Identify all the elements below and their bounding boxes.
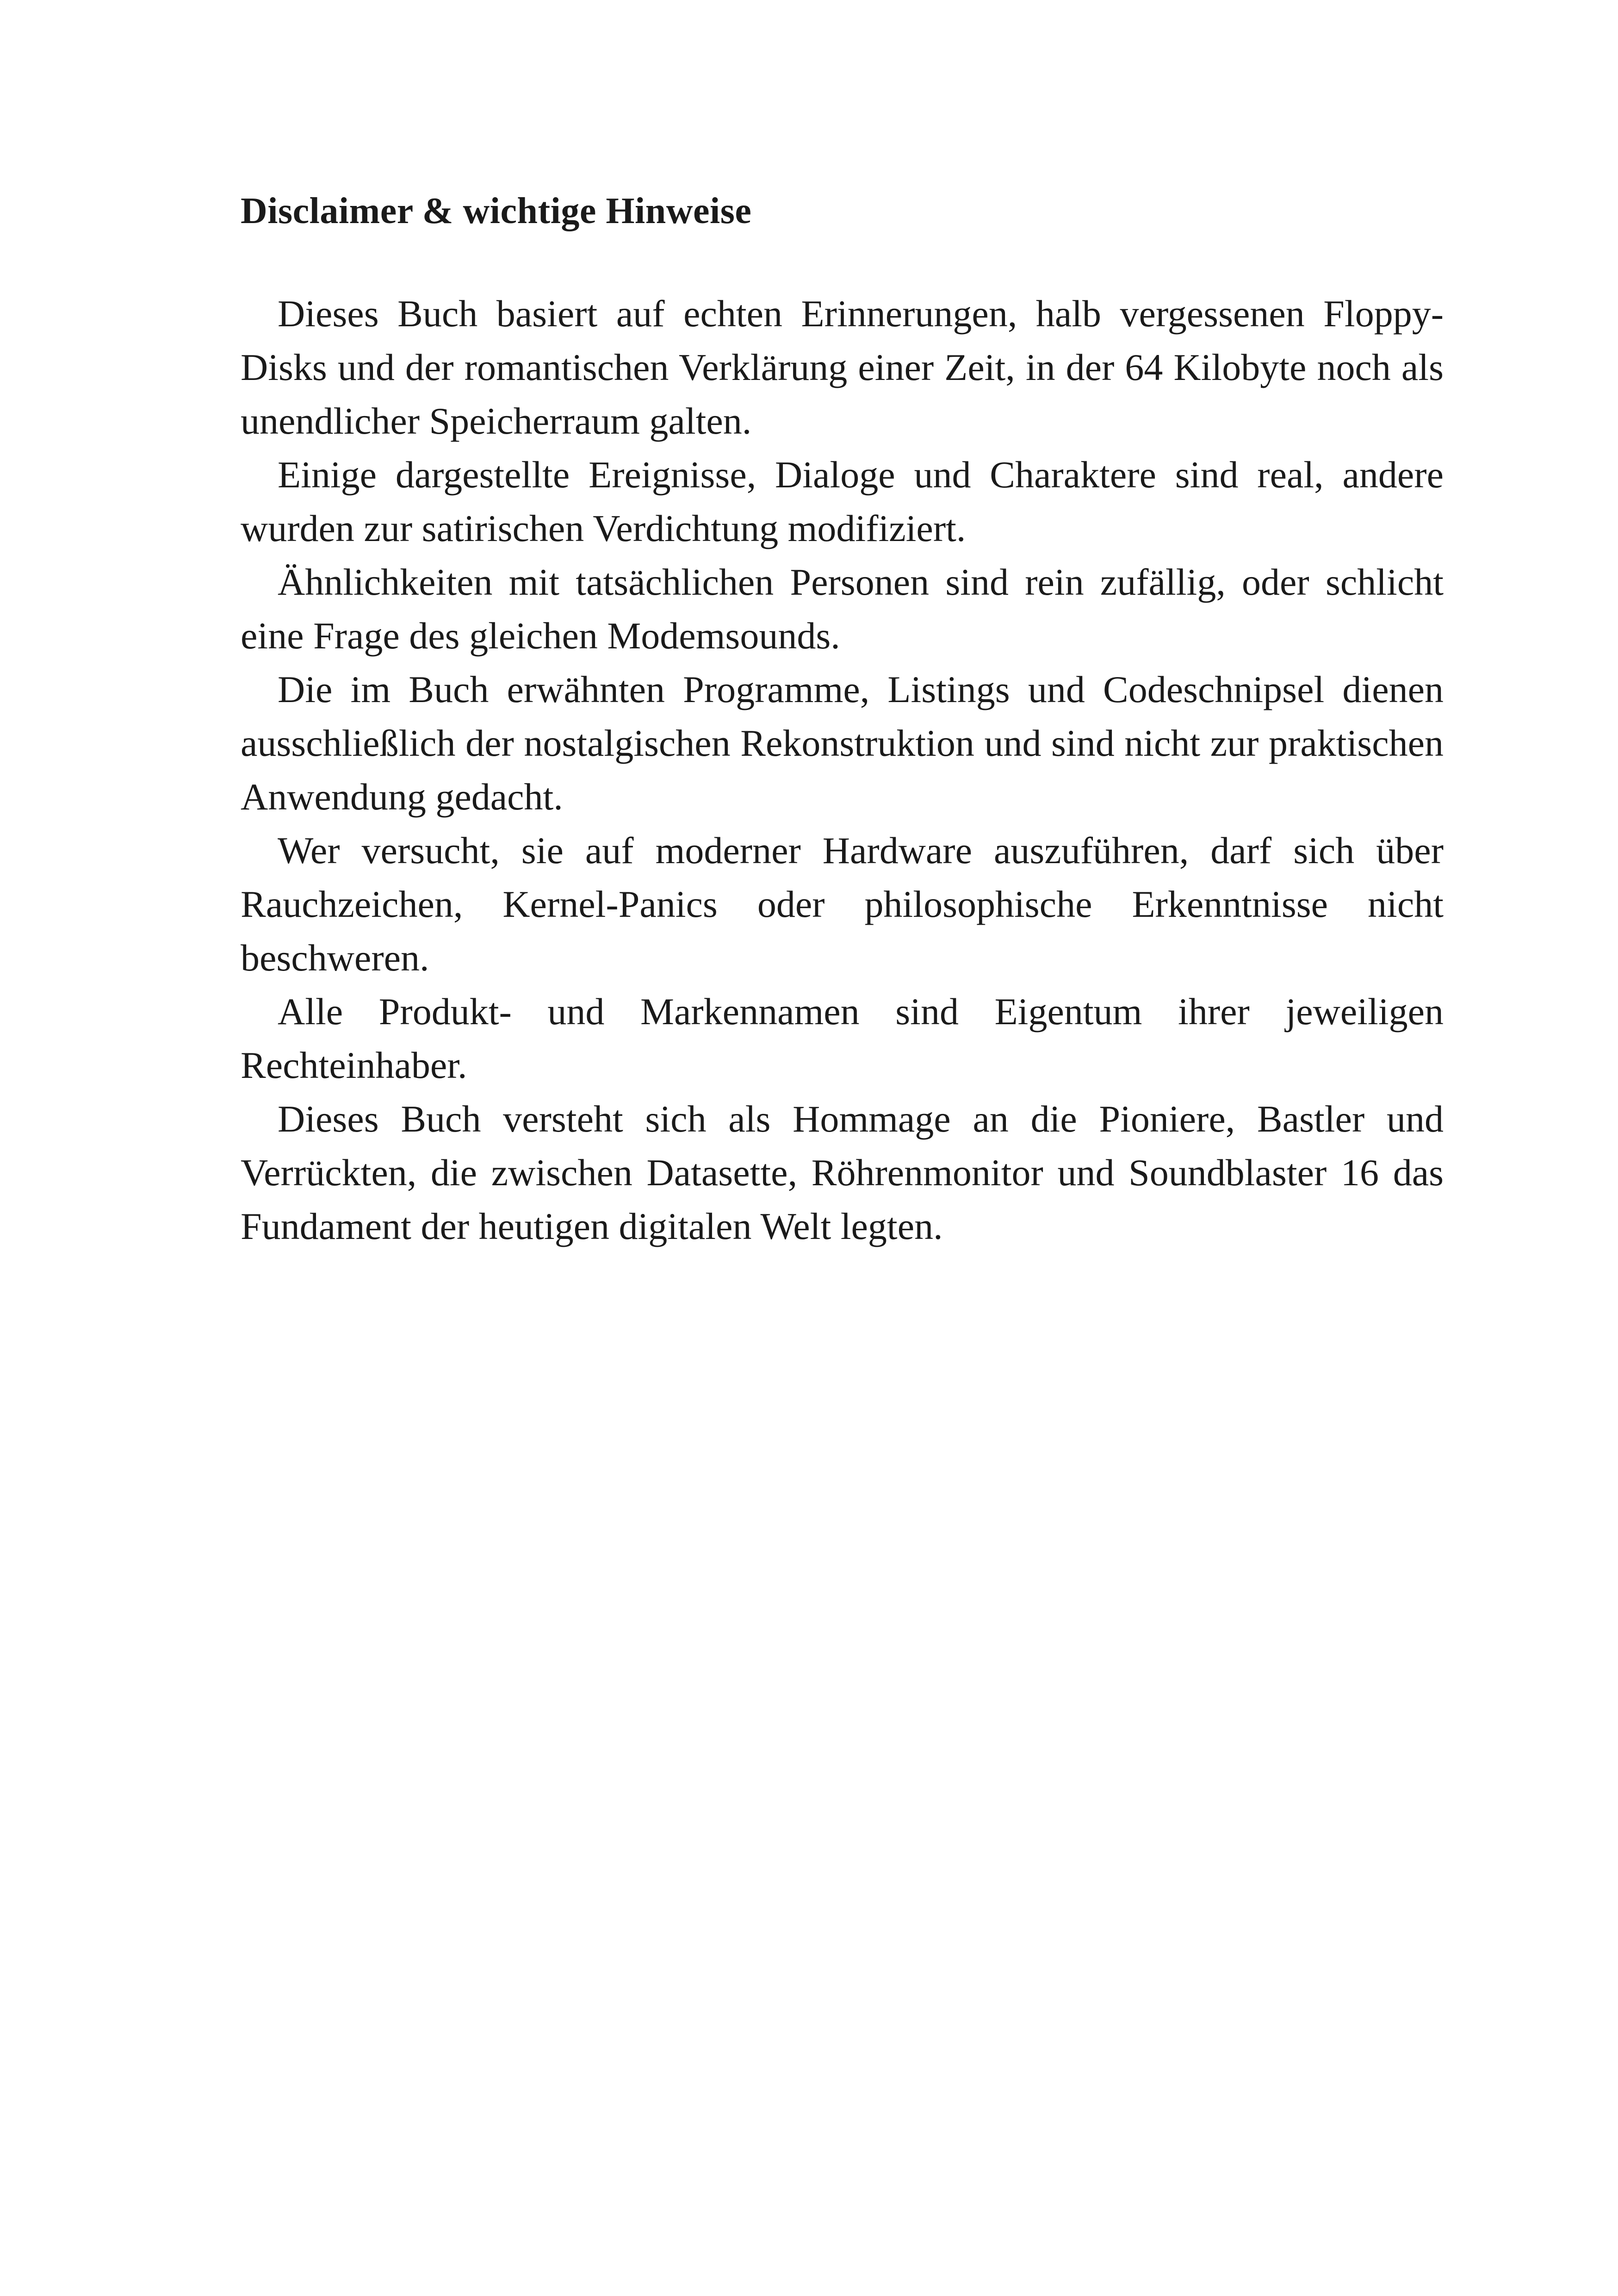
paragraph-3: Ähnlichkeiten mit tatsächlichen Personen sind rein zufällig, oder schlicht eine Frage des gleichen Modemsounds. [241,561,1444,657]
paragraph-7: Dieses Buch versteht sich als Hommage an die Pioniere, Bastler und Verrückten, die zwischen Datasette, Röhrenmonitor und Soundblaster 16 das Fundament der heutigen digitalen Welt legten. [241,1098,1444,1247]
paragraph-5: Wer versucht, sie auf moderner Hardware auszuführen, darf sich über Rauchzeichen, Kernel-Panics oder philosophische Erkenntnisse nicht beschweren. [241,829,1444,979]
paragraph-1: Dieses Buch basiert auf echten Erinnerungen, halb vergessenen Floppy-Disks und der romantischen Verklärung einer Zeit, in der 64 Kilobyte noch als unendlicher Speicherraum galten. [241,292,1444,442]
page-content [241,185,1444,1253]
paragraph-6: Alle Produkt- und Markennamen sind Eigentum ihrer jeweiligen Rechteinhaber. [241,990,1444,1086]
paragraph-2: Einige dargestellte Ereignisse, Dialoge und Charaktere sind real, andere wurden zur satirischen Verdichtung modifiziert. [241,454,1444,549]
body-text [241,287,1444,1253]
page-heading: Disclaimer & wichtige Hinweise [241,191,752,231]
paragraph-4: Die im Buch erwähnten Programme, Listings und Codeschnipsel dienen ausschließlich der nostalgischen Rekonstruktion und sind nicht zur praktischen Anwendung gedacht. [241,668,1444,818]
